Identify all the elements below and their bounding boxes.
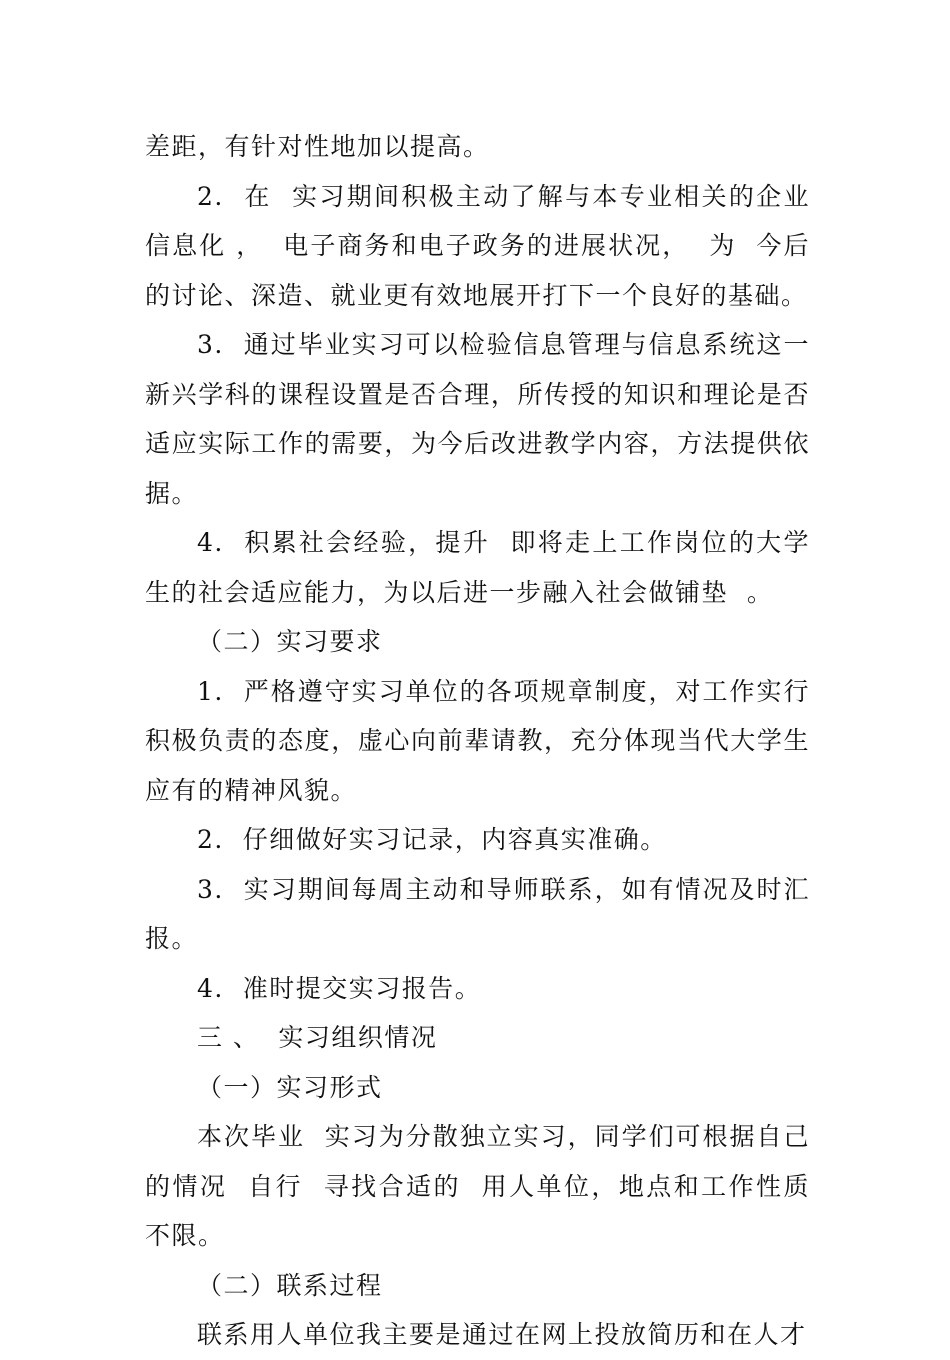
subsection-heading-form: （一）实习形式 xyxy=(197,1072,383,1102)
paragraph-contact-description: 联系用人单位我主要是通过在网上投放简历和在人才 xyxy=(197,1320,807,1349)
paragraph-continuation: 差距，有针对性地加以提高。 xyxy=(145,132,490,161)
section-heading-organization: 三 、 实习组织情况 xyxy=(197,1023,438,1052)
requirement-item-1: 1. 严格遵守实习单位的各项规章制度，对工作实行积极负责的态度，虚心向前辈请教，充分体现当代大学生应有的精神风貌。 xyxy=(145,676,810,805)
requirement-item-2: 2. 仔细做好实习记录，内容真实准确。 xyxy=(197,825,667,854)
document-body xyxy=(145,122,810,1360)
subsection-heading-contact: （二）联系过程 xyxy=(197,1270,383,1300)
paragraph-item-3: 3. 通过毕业实习可以检验信息管理与信息系统这一新兴学科的课程设置是否合理，所传授的知识和理论是否适应实际工作的需要，为今后改进教学内容，方法提供依据。 xyxy=(145,330,810,508)
paragraph-item-2: 2. 在 实习期间积极主动了解与本专业相关的企业信息化 ， 电子商务和电子政务的进展状况， 为 今后的讨论、深造、就业更有效地展开打下一个良好的基础。 xyxy=(145,181,810,310)
paragraph-form-description: 本次毕业 实习为分散独立实习，同学们可根据自己的情况 自行 寻找合适的 用人单位，地点和工作性质不限。 xyxy=(145,1122,810,1250)
requirement-item-3: 3. 实习期间每周主动和导师联系，如有情况及时汇报。 xyxy=(145,874,810,953)
paragraph-item-4: 4. 积累社会经验，提升 即将走上工作岗位的大学生的社会适应能力，为以后进一步融入社会做铺垫 。 xyxy=(145,528,810,607)
section-heading-requirements: （二）实习要求 xyxy=(197,627,383,656)
requirement-item-4: 4. 准时提交实习报告。 xyxy=(197,973,482,1003)
